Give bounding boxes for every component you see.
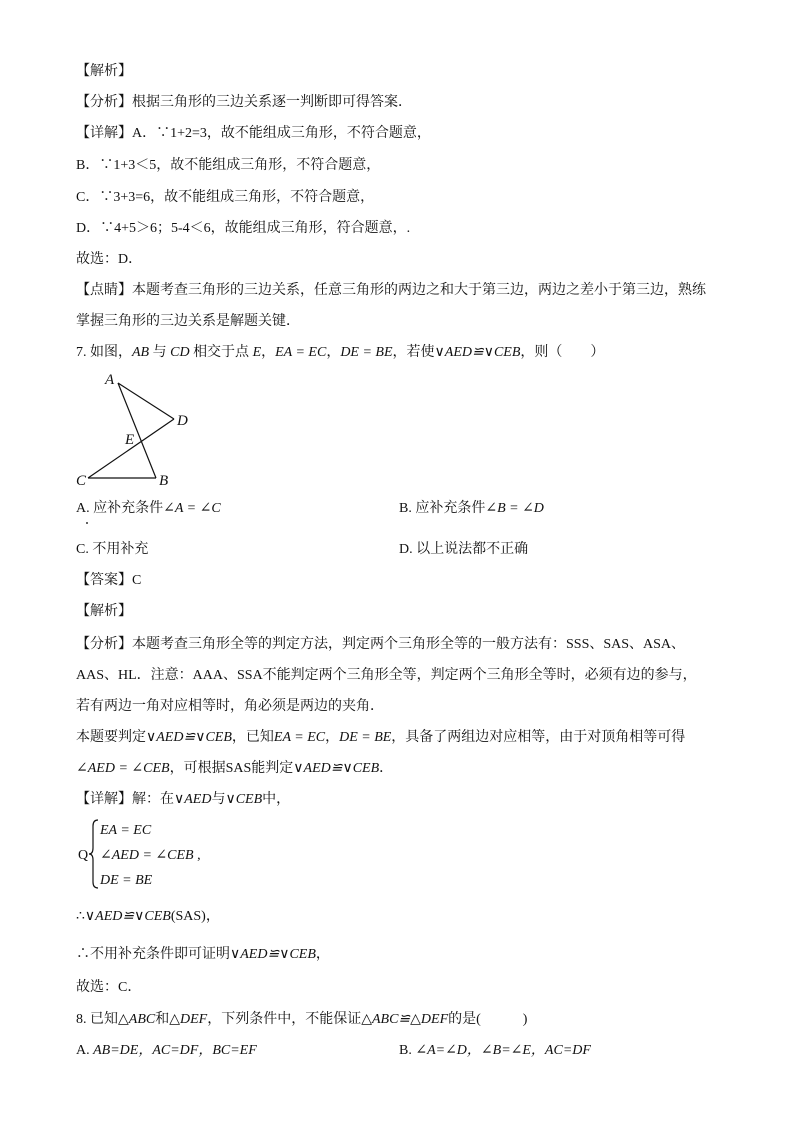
q7-option-a xyxy=(76,499,221,519)
math: ∨AED≌∨CEB xyxy=(293,761,380,776)
q8-option-a xyxy=(76,1041,257,1061)
segment-dc xyxy=(88,419,174,478)
q6-detail-a: 【详解】A．∵1+2=3，故不能组成三角形，不符合题意， xyxy=(76,126,431,141)
segment-ab xyxy=(118,383,156,478)
math: DE = BE xyxy=(339,730,392,745)
math: EA = EC xyxy=(273,730,326,745)
q7-judge-line-2 xyxy=(76,759,393,779)
q7-stem-text: ，若使 xyxy=(392,345,435,360)
q7-geometry-figure xyxy=(60,365,200,495)
text: 与 xyxy=(211,792,226,807)
q7-choice: 故选：C． xyxy=(76,980,142,995)
q7-stem-text: 与 xyxy=(149,345,171,360)
point-label-e: E xyxy=(125,432,135,448)
point-label-b: B xyxy=(159,473,169,489)
text: 和 xyxy=(155,1012,170,1027)
text: 的是( ) xyxy=(448,1012,528,1027)
point-label-d: D xyxy=(177,413,188,429)
math: ∠AED = ∠CEB xyxy=(100,848,194,863)
option-math: ∠B = ∠D xyxy=(485,501,544,516)
q6-detail-b: B．∵1+3＜5，故不能组成三角形，不符合题意， xyxy=(76,158,381,173)
option-text: B. xyxy=(399,1043,416,1058)
math: ∨AED≌∨CEB xyxy=(146,730,232,745)
q7-stem-text: ，则（ ） xyxy=(520,345,605,360)
q7-stem-text: ， xyxy=(261,345,276,360)
text: (SAS)， xyxy=(170,909,220,924)
text: ∴不用补充条件即可证明 xyxy=(76,947,230,962)
q7-stem-text: 7. 如图， xyxy=(76,345,132,360)
q6-detail-c: C．∵3+3=6，故不能组成三角形，不符合题意， xyxy=(76,190,375,205)
q6-analysis: 【分析】根据三角形的三边关系逐一判断即可得答案． xyxy=(76,95,412,110)
math: ∨AED xyxy=(174,792,212,807)
system-eq-2 xyxy=(100,846,201,866)
q7-detail-intro xyxy=(76,790,290,810)
q7-stem-text: 相交于点 xyxy=(189,345,253,360)
math: ∨AED≌∨CEB xyxy=(84,909,171,924)
q7-analysis-line-1: 【分析】本题考查三角形全等的判定方法，判定两个三角形全等的一般方法有：SSS、SAS、ASA、 xyxy=(76,637,686,652)
text: ∴ xyxy=(76,909,85,924)
option-text: A. xyxy=(76,1043,94,1058)
option-math: ∠A=∠D，∠B=∠E，AC=DF xyxy=(415,1043,591,1058)
q7-therefore-1 xyxy=(76,907,220,927)
because-symbol: Q xyxy=(78,848,89,863)
option-math: AB=DE，AC=DF，BC=EF xyxy=(93,1043,257,1058)
segment-ad xyxy=(118,383,174,419)
q7-analysis-line-2: AAS、HL．注意：AAA、SSA不能判定两个三角形全等，判定两个三角形全等时，必须有边的参与， xyxy=(76,668,697,683)
text: ，可根据SAS能判定 xyxy=(169,761,294,776)
text: ，具备了两组边对应相等，由于对顶角相等可得 xyxy=(391,730,686,745)
q7-option-d: D. 以上说法都不正确 xyxy=(399,542,529,557)
q7-jiexi-label: 【解析】 xyxy=(76,604,132,619)
q6-detail-d: D．∵4+5＞6；5-4＜6，故能组成三角形，符合题意，. xyxy=(76,221,411,236)
text: 本题要判定 xyxy=(76,730,146,745)
q8-stem xyxy=(76,1010,527,1030)
stray-mark xyxy=(86,522,88,524)
q7-stem-math: AB xyxy=(132,345,150,360)
q7-judge-line-1 xyxy=(76,728,685,748)
text: ． xyxy=(379,761,394,776)
text: ，已知 xyxy=(231,730,274,745)
text: 【详解】解：在 xyxy=(76,792,174,807)
q7-stem-math: E xyxy=(252,345,262,360)
q7-stem xyxy=(76,343,604,363)
text: , xyxy=(197,848,201,863)
option-text: A. 应补充条件 xyxy=(76,501,164,516)
q7-answer: 【答案】C xyxy=(76,573,142,588)
q6-comment-line-1: 【点睛】本题考查三角形的三边关系，任意三角形的两边之和大于第三边，两边之差小于第三边，熟练 xyxy=(76,283,706,298)
math: ∠AED = ∠CEB xyxy=(76,761,170,776)
math: ∨AED≌∨CEB xyxy=(230,947,316,962)
option-math: ∠A = ∠C xyxy=(163,501,221,516)
q8-option-b xyxy=(399,1041,591,1061)
point-label-c: C xyxy=(76,473,87,489)
q7-stem-math: CD xyxy=(170,345,190,360)
q7-option-b xyxy=(399,499,544,519)
text: ，下列条件中，不能保证 xyxy=(207,1012,362,1027)
q7-stem-text: ， xyxy=(326,345,341,360)
q6-jiexi-label: 【解析】 xyxy=(76,64,132,79)
q6-choice: 故选：D． xyxy=(76,252,143,267)
q7-therefore-2 xyxy=(76,945,330,965)
point-label-a: A xyxy=(105,372,115,388)
q7-option-c: C. 不用补充 xyxy=(76,542,149,557)
system-eq-1: EA = EC xyxy=(100,823,152,838)
option-text: B. 应补充条件 xyxy=(399,501,486,516)
text: 8. 已知 xyxy=(76,1012,118,1027)
math: ∨CEB xyxy=(225,792,263,807)
math: △ABC≌△DEF xyxy=(361,1012,449,1027)
q7-analysis-line-3: 若有两边一角对应相等时，角必须是两边的夹角． xyxy=(76,699,384,714)
text: ， xyxy=(315,947,330,962)
system-eq-3: DE = BE xyxy=(100,873,153,888)
text: ， xyxy=(325,730,340,745)
q7-stem-math: DE = BE xyxy=(340,345,393,360)
q7-stem-math: EA = EC xyxy=(275,345,327,360)
math: △ABC xyxy=(118,1012,156,1027)
math: △DEF xyxy=(169,1012,208,1027)
text: 中， xyxy=(262,792,291,807)
q7-stem-math: ∨AED≌∨CEB xyxy=(434,345,521,360)
q6-comment-line-2: 掌握三角形的三边关系是解题关键． xyxy=(76,314,300,329)
left-brace xyxy=(88,818,100,890)
